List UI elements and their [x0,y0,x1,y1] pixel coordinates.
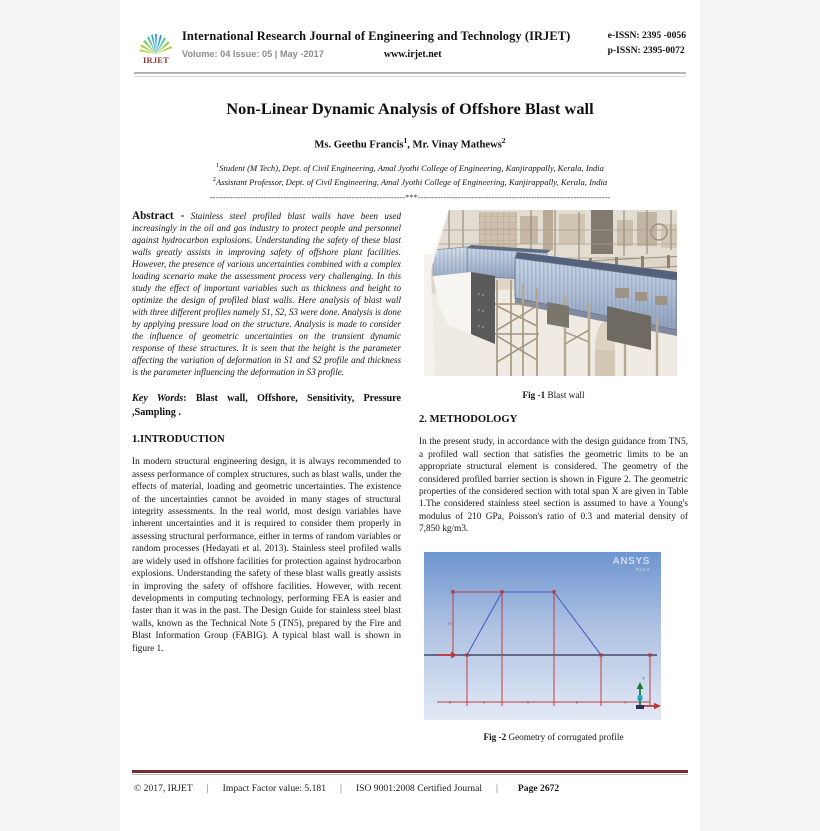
e-issn: e-ISSN: 2395 -0056 [607,30,686,41]
affiliation-2-marker: 2 [212,175,216,183]
footer-sep-1: | [206,783,209,794]
figure-2-caption [419,732,688,742]
paper-sheet [120,0,700,831]
figure-1-label: Fig -1 [522,390,546,401]
affiliation-1-marker: 1 [216,161,220,169]
section-heading-introduction: 1.INTRODUCTION [132,434,225,446]
p-issn: p-ISSN: 2395-0072 [607,45,685,56]
journal-volume-issue: Volume: 04 Issue: 05 | May -2017 [182,49,324,59]
footer-sep-3: | [496,783,498,794]
footer-divider-thin [132,774,688,775]
svg-text:B: B [526,700,530,705]
footer-copyright: © 2017, IRJET [134,783,193,794]
journal-title: International Research Journal of Engineering and Technology (IRJET) [182,29,571,43]
journal-header-main [182,28,598,62]
figure-2 [419,550,688,742]
journal-issn-block [598,28,686,58]
page-footer [132,770,688,794]
figure-1-image [419,210,684,380]
page-title: Non-Linear Dynamic Analysis of Offshore Blast wall [226,99,594,118]
author-list [132,136,688,151]
separator-dashes-right: -------------------------------------------------------------------- [417,192,611,203]
author-2: , Mr. Vinay Mathews [407,139,502,151]
separator-dashes-left: --------------------------------------------------------------------- [209,192,406,203]
separator-asterisks: *** [405,192,418,203]
irjet-logo-svg [138,28,174,66]
irjet-logo-icon [138,28,174,66]
affiliation-block [132,160,688,189]
affiliation-2 [132,174,688,188]
footer-impact-factor: Impact Factor value: 5.181 [222,783,327,794]
footer-page-number: Page 2672 [517,783,560,794]
irjet-wordmark [143,55,169,65]
introduction-text: In modern structural engineering design, it is always recommended to assess performance of complex structures, such as blast walls, under the effects of material, loading and geometric uncertainties. The existence of the uncertainties cannot be avoided in many stages of structural integrity assessments. In the real world, most design variables have inherent uncertainties and it is required to consider them properly in assessing structural performance, either in terms of random variables or random processes (Hedayati et al. 2013). Stainless steel profiled walls are widely used in offshore facilities for protection against hydrocarbon explosions. Understanding the safety of these blast walls greatly assists in improving the safety of offshore facilities. However, with recent developments in computing technology, performing FEA is easier and faster than it was in the past. The Design Guide for stainless steel blast walls, known as the Technical Note 5 (TN5), prepared by the Fire and Blast Information Group (FABIG). A typical blast wall is shown in figure 1. [132,457,401,654]
figure-1-caption-text: Blast wall [545,390,585,401]
svg-text:B: B [575,700,579,705]
author-1: Ms. Geethu Francis [314,139,404,151]
abstract-text: Stainless steel profiled blast walls have been used increasingly in the oil and gas industry to protect people and personnel against hydrocarbon explosions. Understanding the safety of these blast walls greatly assists in improving safety of offshore plant facilities. However, the presence of various uncertainties combined with a complex loading scenario make the assessment process very challenging. In this study the effect of important variables such as thickness and height to optimize the design of profiled blast walls. Here analysis of blast wall with three different profiles namely S1, S2, S3 were done. Analysis is done by applying pressure load on the structure. Analysis is made to consider the influence of geometric uncertainties on the transient dynamic response of these structures. It is seen that the height is the parameter affecting the variation of deformation in S1 and S2 profile and thickness is the parameter influencing the deformation in S3 profile. [132,211,402,378]
svg-text:D: D [448,700,452,705]
svg-text:C: C [623,700,627,705]
footer-certification: ISO 9001:2008 Certified Journal [355,783,482,794]
affiliation-2-text: Assistant Professor, Dept. of Civil Engineering, Amal Jyothi College of Engineering, Kanjirappally, Kerala, India [215,176,608,187]
footer-row [132,783,688,794]
section-separator [132,192,688,204]
section-heading-methodology: 2. METHODOLOGY [419,414,518,426]
author-2-affil-marker: 2 [501,136,506,145]
footer-divider [132,770,688,773]
keywords-text: : Blast wall, Offshore, Sensitivity, Pressure ,Sampling . [132,393,401,419]
figure-1-caption [419,390,688,400]
abstract-paragraph [132,210,401,378]
ansys-version-text: R13.0 [635,566,650,572]
journal-header [132,28,688,66]
svg-text:IRJET: IRJET [142,55,170,65]
svg-text:C: C [482,700,486,705]
author-1-affil-marker: 1 [403,136,408,145]
figure-2-caption-text: Geometry of corrugated profile [506,731,624,742]
ansys-height-label: H [448,620,452,626]
figure-1 [419,210,688,400]
two-column-body [132,210,688,741]
left-column [132,210,401,741]
ansys-geometry-view [419,550,684,722]
right-column [419,210,688,741]
header-divider [134,72,686,77]
ansys-logo-text: ANSYS [612,555,650,567]
footer-sep-2: | [340,783,342,794]
offshore-platform-render [419,210,684,380]
affiliation-1-text: Student (M Tech), Dept. of Civil Engineering, Amal Jyothi College of Engineering, Kanjirappally, Kerala, India [219,162,604,173]
figure-2-image [419,550,684,722]
figure-2-label: Fig -2 [483,731,507,742]
journal-subheader-row [182,47,598,62]
methodology-text: In the present study, in accordance with the design guidance from TN5, a profiled wall section that satisfies the geometric limits to be an appropriate structural element is considered. The geometry of the considered profiled barrier section is shown in Figure 2. The geometric properties of the considered section with total span X are given in Table 1.The considered stainless steel section is assumed to have a Young's modulus of 210 GPa, Poisson's ratio of 0.3 and material density of 7,850 kg/m3. [419,437,688,535]
keywords-paragraph [132,392,401,420]
journal-website-link[interactable]: www.irjet.net [383,49,442,60]
page-content [132,28,688,742]
ansys-axis-y-label: Y [642,675,645,681]
keywords-label: Key Words [132,393,184,405]
affiliation-1 [132,160,688,174]
abstract-label: Abstract - [132,210,185,223]
